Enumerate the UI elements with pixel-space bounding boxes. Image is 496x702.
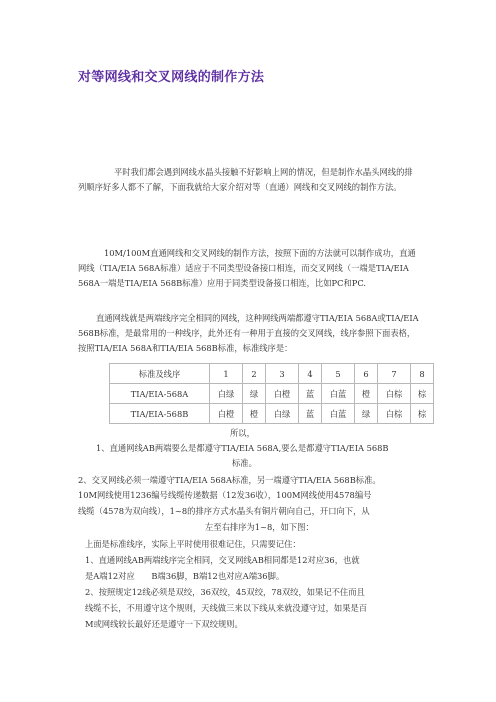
method-paragraph-text: 10M/100M直通网线和交叉网线的制作方法，按照下面的方法就可以制作成功，直通网线（TIA/EIA 568A标准）适应于不同类型设备接口相连，而交叉网线（一端是TIA/EIA 568A一端是TIA/EIA 568B标准）应用于同类型设备接口相连，比如PC和PC. <box>78 248 416 288</box>
item2-line2: 10M网线使用1236编号线缆传递数据（12发36收），100M网线使用4578编号 <box>78 490 372 500</box>
item2-line4: 左至右排序为1~8，如下图： <box>205 522 314 532</box>
table-cell: 蓝 <box>299 384 322 404</box>
intro-paragraph-text: 平时我们都会遇到网线水晶头接触不好影响上网的情况，但是制作水晶头网线的排列顺序好多人都不了解，下面我就给大家介绍对等（直通）网线和交叉网线的制作方法。 <box>78 167 413 192</box>
table-cell: 白蓝 <box>322 404 355 424</box>
method-paragraph <box>78 246 420 291</box>
table-header-cell: 6 <box>355 364 378 384</box>
summary1-line1: 1、直通网线AB两端线序完全相同，交叉网线AB相同都是12对应36，也就 <box>85 555 360 565</box>
table-cell: 白绿 <box>210 384 243 404</box>
item1-line1: 1、直通网线AB两端要么是都遵守TIA/EIA 568A,要么是都遵守TIA/EIA 568B <box>96 443 389 453</box>
straight-cable-paragraph-text: 直通网线就是两端线序完全相同的网线，这种网线两端都遵守TIA/EIA 568A或TIA/EIA 568B标准，是最常用的一种线序，此外还有一种用于直接的交叉网线，线序参照下面表格，按照TIA/EIA 568A和TIA/EIA 568B标准，标准线序是： <box>78 313 419 353</box>
table-cell: 白棕 <box>378 404 411 424</box>
table-cell: 棕 <box>411 404 434 424</box>
table-cell: 绿 <box>355 404 378 424</box>
table-cell: TIA/EIA-568B <box>110 404 210 424</box>
table-cell: 白绿 <box>266 404 299 424</box>
summary2-line2: 线缆不长，不用遵守这个规则，天线做三来以下线从来就没遵守过，如果是百 <box>85 603 368 613</box>
summary-intro: 上面是标准线序，实际上平时使用很难记住，只需要记住： <box>85 539 301 549</box>
table-cell: 白橙 <box>210 404 243 424</box>
intro-paragraph <box>78 165 420 195</box>
table-header-cell: 7 <box>378 364 411 384</box>
table-cell: 蓝 <box>299 404 322 424</box>
table-row <box>110 404 434 424</box>
table-cell: 棕 <box>411 384 434 404</box>
table-row <box>110 384 434 404</box>
item2-line3: 线缆（4578为双向线），1~8的排序方式水晶头有铜片朝向自己，开口向下，从 <box>78 506 370 516</box>
item2-line1: 2、交叉网线必须一端遵守TIA/EIA 568A标准，另一端遵守TIA/EIA 568B标准。 <box>78 475 381 485</box>
table-header-cell: 5 <box>322 364 355 384</box>
table-cell: 白橙 <box>266 384 299 404</box>
table-header-cell: 8 <box>411 364 434 384</box>
table-header-row <box>110 364 434 384</box>
straight-cable-paragraph <box>78 311 420 356</box>
table-header-cell: 标准及线序 <box>110 364 210 384</box>
table-cell: TIA/EIA-568A <box>110 384 210 404</box>
table-cell: 白棕 <box>378 384 411 404</box>
table-header-cell: 4 <box>299 364 322 384</box>
table-cell: 绿 <box>243 384 266 404</box>
summary2-line3: M或网线较长最好还是遵守一下双绞规则。 <box>85 619 243 629</box>
table-cell: 橙 <box>355 384 378 404</box>
table-header-cell: 1 <box>210 364 243 384</box>
table-header-cell: 3 <box>266 364 299 384</box>
summary1-line2: 是A端12对应 B端36脚，B端12也对应A端36脚。 <box>85 571 285 581</box>
so-label: 所以， <box>230 428 255 438</box>
table-header-cell: 2 <box>243 364 266 384</box>
table-cell: 橙 <box>243 404 266 424</box>
document-title: 对等网线和交叉网线的制作方法 <box>78 70 265 85</box>
item1-line2: 标准。 <box>232 458 257 468</box>
table-cell: 白蓝 <box>322 384 355 404</box>
wiring-standard-table <box>109 363 434 424</box>
summary2-line1: 2、按照规定12线必须是双绞，36双绞，45双绞，78双绞，如果记不住而且 <box>85 587 365 597</box>
